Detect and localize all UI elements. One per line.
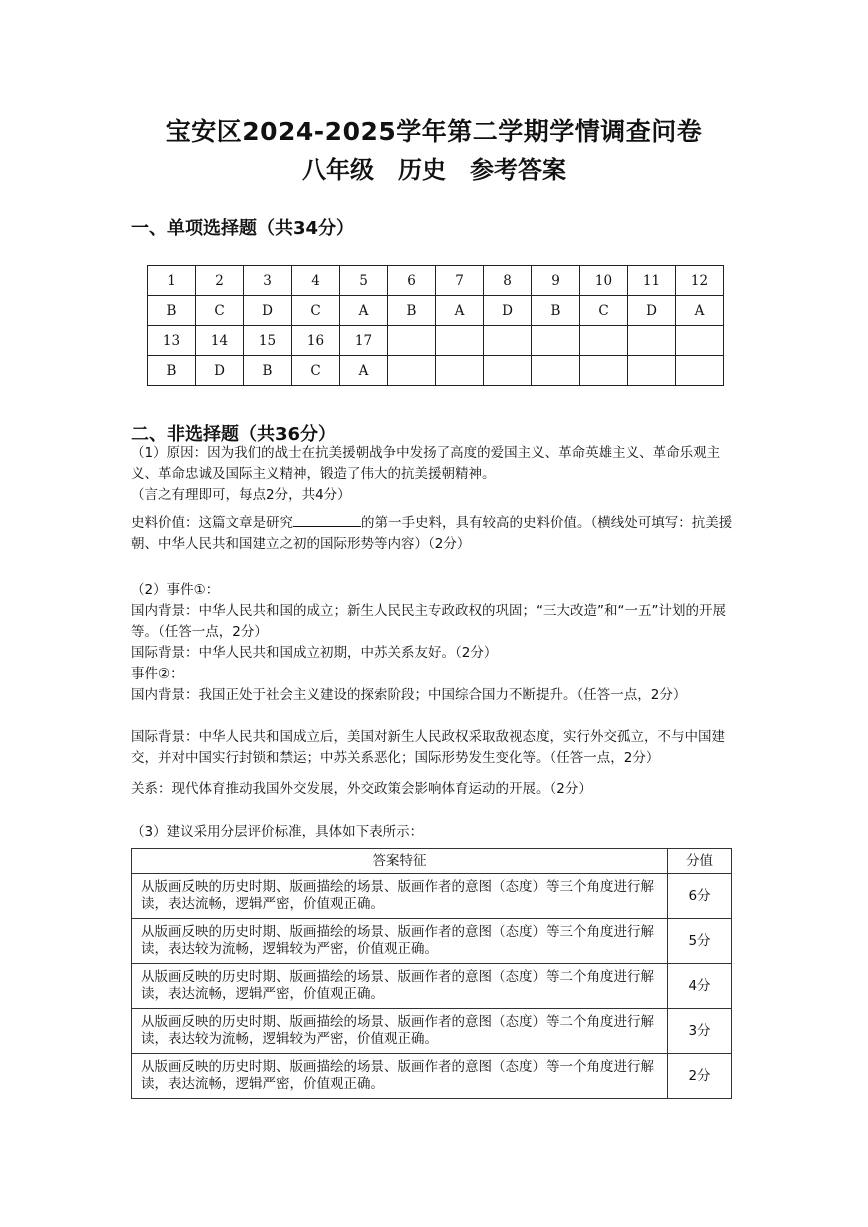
answer-letter-cell	[628, 356, 676, 386]
answer-letter-cell: B	[244, 356, 292, 386]
answer-grid	[147, 265, 724, 386]
q1-source-value	[131, 512, 738, 555]
rubric-feature: 从版画反映的历史时期、版画描绘的场景、版画作者的意图（态度）等二个角度进行解读，表达较为流畅，逻辑较为严密，价值观正确。	[132, 1009, 668, 1054]
answer-letter-cell	[436, 356, 484, 386]
answer-letter-cell: D	[244, 296, 292, 326]
question-number-cell	[628, 326, 676, 356]
rubric-score: 4分	[668, 964, 732, 1009]
question-number-cell: 11	[628, 266, 676, 296]
question-number-cell: 17	[340, 326, 388, 356]
answer-letter-cell: C	[292, 296, 340, 326]
q2-title: （2）事件①：	[131, 582, 220, 598]
rubric-row	[132, 919, 732, 964]
q2-event1-domestic: 国内背景：中华人民共和国的成立；新生人民民主专政政权的巩固；“三大改造”和“一五”计划的开展等。（任答一点，2分）	[131, 603, 726, 640]
answer-letter-cell: D	[196, 356, 244, 386]
q1-reason: （1）原因：因为我们的战士在抗美援朝战争中发扬了高度的爱国主义、革命英雄主义、革命乐观主义、革命忠诚及国际主义精神，锻造了伟大的抗美援朝精神。	[131, 445, 721, 482]
document-subtitle: 八年级 历史 参考答案	[302, 156, 566, 184]
rubric-score: 5分	[668, 919, 732, 964]
question-number-cell: 14	[196, 326, 244, 356]
rubric-row	[132, 1054, 732, 1099]
question-number-cell	[580, 326, 628, 356]
q2-relation: 关系：现代体育推动我国外交发展，外交政策会影响体育运动的开展。（2分）	[131, 781, 592, 797]
rubric-feature: 从版画反映的历史时期、版画描绘的场景、版画作者的意图（态度）等三个角度进行解读，表达流畅，逻辑严密，价值观正确。	[132, 874, 668, 919]
q3-intro: （3）建议采用分层评价标准，具体如下表所示：	[131, 824, 424, 840]
question-number-cell: 15	[244, 326, 292, 356]
answer-letter-cell	[388, 356, 436, 386]
question-number-cell: 3	[244, 266, 292, 296]
question-number-cell: 9	[532, 266, 580, 296]
question-number-cell: 8	[484, 266, 532, 296]
question-number-cell: 10	[580, 266, 628, 296]
question-number-cell: 6	[388, 266, 436, 296]
question-number-cell: 5	[340, 266, 388, 296]
answer-letter-cell: D	[484, 296, 532, 326]
answer-letter-row	[148, 296, 724, 326]
rubric-feature: 从版画反映的历史时期、版画描绘的场景、版画作者的意图（态度）等一个角度进行解读，表达流畅，逻辑严密，价值观正确。	[132, 1054, 668, 1099]
rubric-header-feature: 答案特征	[132, 849, 668, 874]
rubric-header-row	[132, 849, 732, 874]
rubric-score: 3分	[668, 1009, 732, 1054]
rubric-row	[132, 964, 732, 1009]
answer-letter-cell: C	[196, 296, 244, 326]
q2-event2-title: 事件②：	[131, 666, 184, 682]
answer-letter-cell	[580, 356, 628, 386]
answer-letter-cell: C	[292, 356, 340, 386]
question-number-cell	[676, 326, 724, 356]
answer-number-row	[148, 326, 724, 356]
q2-event2-international: 国际背景：中华人民共和国成立后，美国对新生人民政权采取敌视态度，实行外交孤立，不与中国建交，并对中国实行封锁和禁运；中苏关系恶化；国际形势发生变化等。（任答一点，2分）	[131, 729, 725, 766]
answer-letter-row	[148, 356, 724, 386]
answer-letter-cell: A	[676, 296, 724, 326]
rubric-header-score: 分值	[668, 849, 732, 874]
scoring-rubric-table	[131, 848, 732, 1099]
rubric-score: 2分	[668, 1054, 732, 1099]
question-number-cell: 2	[196, 266, 244, 296]
q2-event2-domestic: 国内背景：我国正处于社会主义建设的探索阶段；中国综合国力不断提升。（任答一点，2分）	[131, 687, 687, 703]
answer-letter-cell	[676, 356, 724, 386]
rubric-row	[132, 874, 732, 919]
answer-letter-cell: B	[388, 296, 436, 326]
question-number-cell	[484, 326, 532, 356]
question-number-cell: 12	[676, 266, 724, 296]
question-number-cell	[532, 326, 580, 356]
question-number-cell: 16	[292, 326, 340, 356]
answer-letter-cell: A	[340, 296, 388, 326]
question-number-cell	[436, 326, 484, 356]
answer-letter-cell	[532, 356, 580, 386]
section-1-heading: 一、单项选择题（共34分）	[131, 218, 355, 239]
answer-letter-cell: A	[436, 296, 484, 326]
answer-letter-cell: B	[148, 296, 196, 326]
answer-letter-cell: C	[580, 296, 628, 326]
section-2-heading: 二、非选择题（共36分）	[131, 424, 337, 445]
question-number-cell: 4	[292, 266, 340, 296]
document-title: 宝安区2024-2025学年第二学期学情调查问卷	[165, 117, 703, 146]
question-number-cell	[388, 326, 436, 356]
rubric-feature: 从版画反映的历史时期、版画描绘的场景、版画作者的意图（态度）等三个角度进行解读，表达较为流畅，逻辑较为严密，价值观正确。	[132, 919, 668, 964]
rubric-score: 6分	[668, 874, 732, 919]
question-number-cell: 13	[148, 326, 196, 356]
q1-value-before: 史料价值：这篇文章是研究	[131, 515, 293, 531]
q1-reason-note: （言之有理即可，每点2分，共4分）	[131, 487, 351, 503]
q2-event1-international: 国际背景：中华人民共和国成立初期，中苏关系友好。（2分）	[131, 645, 498, 661]
answer-letter-cell: B	[148, 356, 196, 386]
answer-number-row	[148, 266, 724, 296]
question-number-cell: 7	[436, 266, 484, 296]
answer-letter-cell: D	[628, 296, 676, 326]
answer-letter-cell	[484, 356, 532, 386]
answer-letter-cell: B	[532, 296, 580, 326]
fill-in-blank	[293, 512, 361, 527]
question-number-cell: 1	[148, 266, 196, 296]
rubric-row	[132, 1009, 732, 1054]
answer-letter-cell: A	[340, 356, 388, 386]
q1-value-after: 的第一手史料，具有较高的史料价值。（横线处可填写：抗美援朝、中华人民共和国建立之初的国际形势等内容）（2分）	[131, 515, 733, 552]
rubric-feature: 从版画反映的历史时期、版画描绘的场景、版画作者的意图（态度）等二个角度进行解读，表达流畅，逻辑严密，价值观正确。	[132, 964, 668, 1009]
